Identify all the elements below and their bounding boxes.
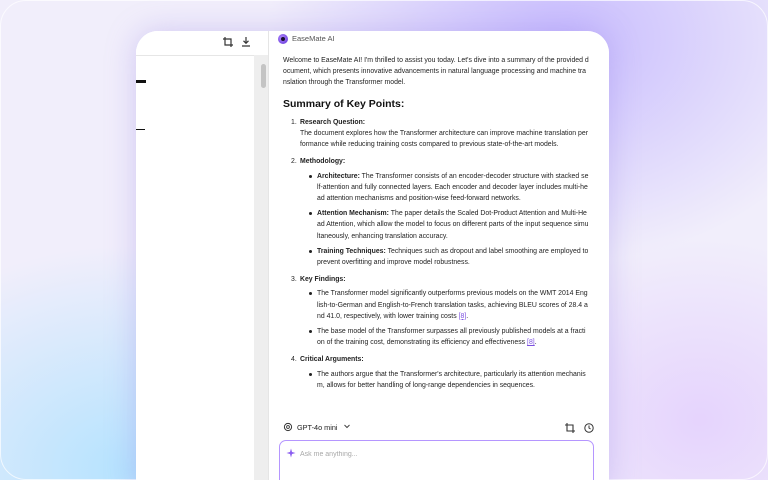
item-number: 2. [291, 158, 297, 166]
model-bar [269, 419, 609, 437]
bullet-title: Attention Mechanism: [317, 210, 389, 218]
openai-icon [283, 422, 293, 432]
model-selector[interactable]: GPT-4o mini [297, 423, 338, 432]
bullet-title: Architecture: [317, 172, 360, 180]
item-number: 1. [291, 118, 297, 126]
brand-name: EaseMate AI [292, 34, 335, 43]
summary-list [283, 117, 589, 391]
document-pane [136, 31, 268, 480]
document-rule [136, 129, 145, 130]
list-item [283, 274, 589, 348]
assistant-message [283, 55, 589, 438]
crop-icon[interactable] [222, 36, 234, 48]
list-item [283, 156, 589, 268]
document-gutter [254, 55, 268, 480]
crop-icon[interactable] [564, 422, 576, 434]
item-title: Research Question: [300, 118, 366, 126]
item-title: Methodology: [300, 158, 346, 166]
bullet-title: Training Techniques: [317, 247, 386, 255]
bullet-item [300, 171, 589, 205]
bullet-text: Techniques such as dropout and label smoothing are employed to prevent overfitting and improve model robustness. [317, 247, 589, 267]
bullet-list [300, 171, 589, 269]
bullet-list [300, 288, 589, 348]
chat-header [269, 31, 609, 49]
item-number: 3. [291, 276, 297, 284]
item-text: The document explores how the Transformer architecture can improve machine translation performance while reducing training costs compared to previous state-of-the-art models. [300, 130, 589, 149]
bullet-item [300, 326, 589, 348]
bullet-text: The Transformer consists of an encoder-decoder structure with stacked self-attention and fully connected layers. Each encoder and decoder layer includes multi-head attention mechanisms and position-wise feed-forward networks. [317, 172, 589, 203]
citation-link[interactable]: [8] [527, 339, 535, 347]
citation-link[interactable]: [8] [458, 312, 467, 320]
bullet-item [300, 369, 589, 391]
bullet-item [300, 288, 589, 322]
bullet-item [300, 208, 589, 242]
composer-box[interactable] [279, 440, 594, 480]
document-scrollbar[interactable] [261, 64, 266, 88]
document-toolbar [136, 31, 268, 53]
bullet-text: The base model of the Transformer surpasses all previously published models at a fraction of the training cost, demonstrating its efficiency and effectiveness [317, 328, 586, 347]
chevron-down-icon[interactable] [343, 422, 351, 432]
summary-heading: Summary of Key Points: [283, 97, 405, 110]
bullet-text: The Transformer model significantly outperforms previous models on the WMT 2014 English-to-German and English-to-French translation tasks, achieving BLEU scores of 28.4 and 41.0, respectively, with lower training costs [317, 290, 588, 320]
bullet-list [300, 369, 589, 391]
app-window [136, 31, 609, 480]
chat-pane [269, 31, 609, 480]
easemate-logo-icon [278, 34, 288, 44]
item-title: Key Findings: [300, 276, 346, 284]
intro-text: Welcome to EaseMate AI! I'm thrilled to assist you today. Let's dive into a summary of the provided document, which presents innovative advancements in natural language processing and machine translation through the Transformer model. [283, 57, 589, 87]
bullet-text-end: . [534, 339, 537, 347]
list-item [283, 354, 589, 391]
bullet-text-end: . [466, 312, 469, 320]
sparkle-icon [286, 448, 296, 461]
item-title: Critical Arguments: [300, 356, 364, 364]
bullet-text: The paper details the Scaled Dot-Product Attention and Multi-Head Attention, which allow the model to focus on different parts of the input sequence simultaneously, enhancing translation accuracy. [317, 210, 589, 240]
history-icon[interactable] [583, 422, 595, 434]
document-page[interactable] [136, 55, 254, 480]
bullet-text: The authors argue that the Transformer's architecture, particularly its attention mechanism, allows for better handling of long-range dependencies in sequences. [317, 370, 586, 389]
list-item [283, 117, 589, 151]
document-rule [136, 80, 146, 83]
ask-input[interactable] [300, 447, 580, 461]
bullet-item [300, 246, 589, 268]
item-number: 4. [291, 356, 297, 364]
download-icon[interactable] [240, 36, 252, 48]
